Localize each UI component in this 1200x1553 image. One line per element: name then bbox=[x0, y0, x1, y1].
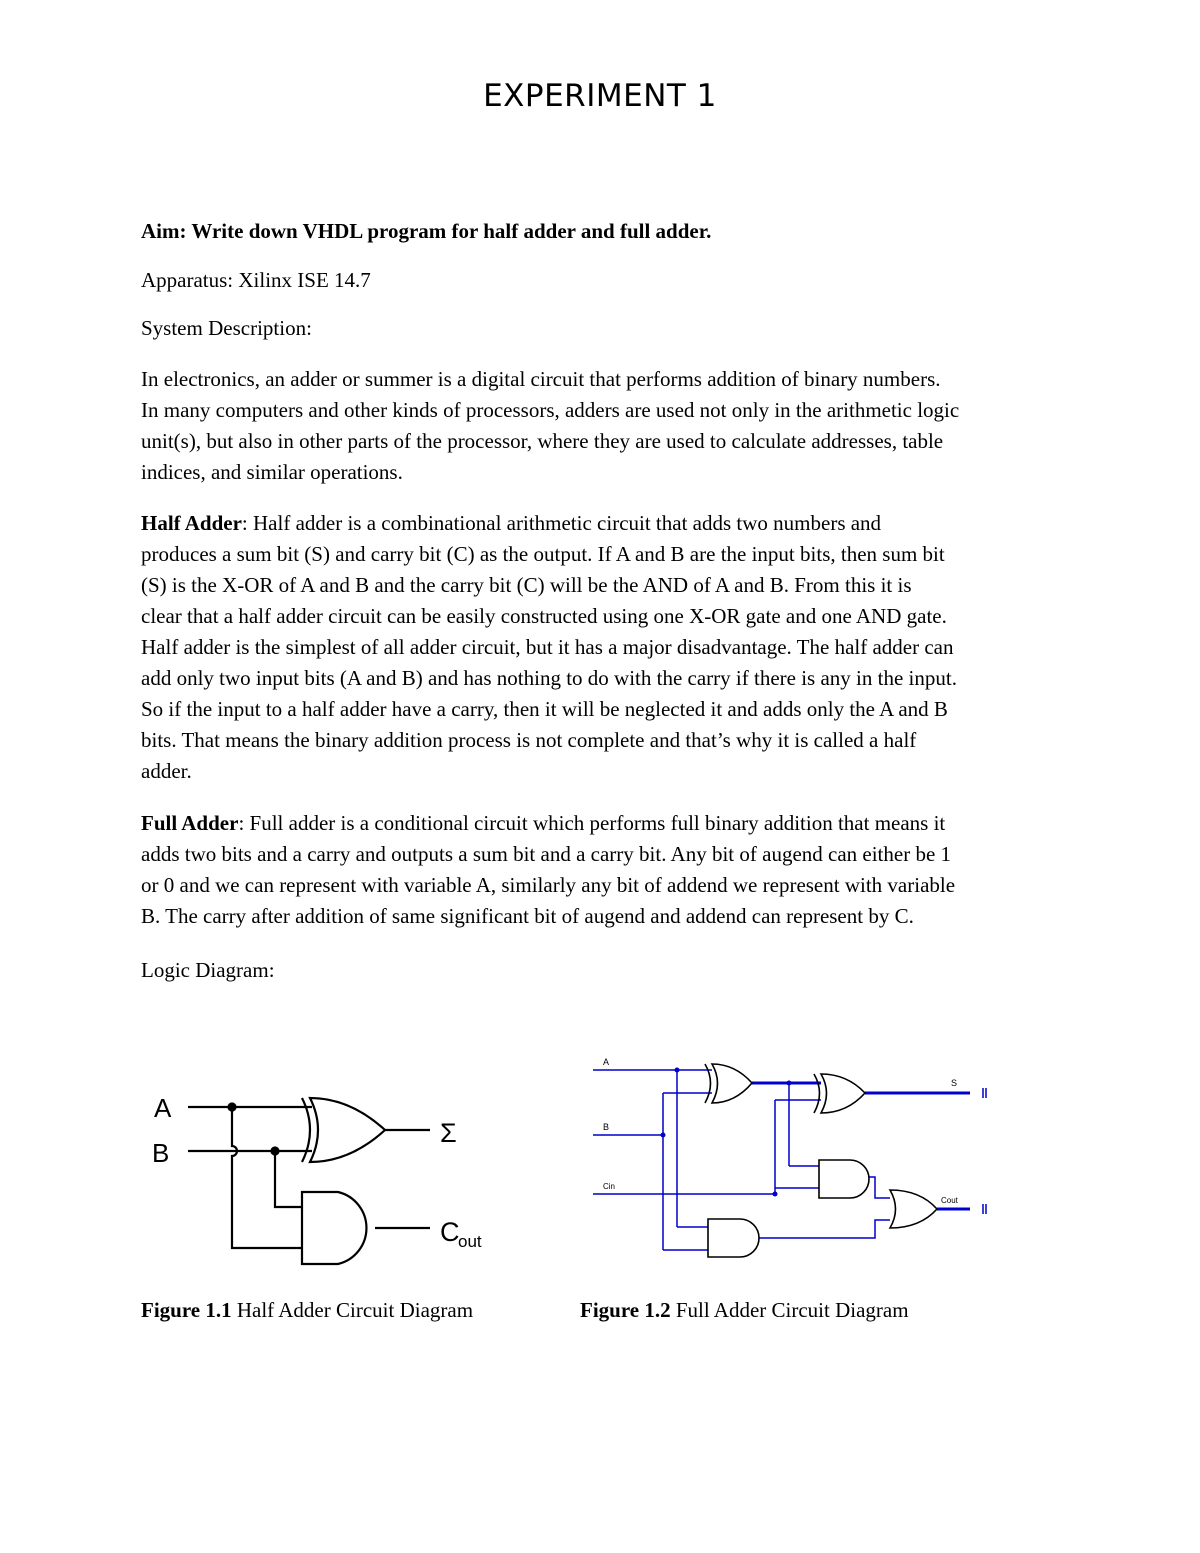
input-a-label: A bbox=[154, 1093, 172, 1123]
figure-1-1-caption: Figure 1.1 Half Adder Circuit Diagram bbox=[141, 1298, 474, 1322]
carry-label-sub: out bbox=[458, 1232, 482, 1251]
aim-line: Aim: Write down VHDL program for half adder and full adder. bbox=[141, 219, 712, 243]
and2-gate bbox=[708, 1219, 759, 1257]
half-adder-line: add only two input bits (A and B) and has nothing to do with the carry if there is any in the input. bbox=[141, 666, 957, 690]
figure-1-2-caption: Figure 1.2 Full Adder Circuit Diagram bbox=[580, 1298, 909, 1322]
half-adder-label: Half Adder bbox=[141, 511, 242, 535]
intro-line: indices, and similar operations. bbox=[141, 460, 403, 484]
input-cin-label: Cin bbox=[603, 1182, 616, 1191]
sum-label: Σ bbox=[440, 1118, 457, 1148]
apparatus-line: Apparatus: Xilinx ISE 14.7 bbox=[141, 268, 371, 292]
half-adder-line: Half Adder: Half adder is a combinational arithmetic circuit that adds two numbers and bbox=[141, 511, 882, 535]
half-adder-diagram bbox=[140, 1080, 520, 1270]
xor2-gate bbox=[821, 1074, 865, 1113]
half-adder-line: Half adder is the simplest of all adder circuit, but it has a major disadvantage. The half adder can bbox=[141, 635, 954, 659]
intro-line: unit(s), but also in other parts of the processor, where they are used to calculate addresses, table bbox=[141, 429, 944, 453]
carry-label: C bbox=[440, 1217, 460, 1247]
half-adder-paragraph bbox=[141, 508, 1071, 787]
xor1-gate bbox=[712, 1064, 752, 1103]
xor2-extra-curve bbox=[814, 1074, 820, 1113]
logic-diagram-heading: Logic Diagram: bbox=[141, 958, 275, 982]
full-adder-diagram bbox=[585, 1050, 1005, 1265]
intro-paragraph bbox=[141, 364, 1071, 488]
half-adder-line: produces a sum bit (S) and carry bit (C) as the output. If A and B are the input bits, then sum bit bbox=[141, 542, 945, 566]
half-adder-line: So if the input to a half adder have a carry, then it will be neglected it and adds only the A and B bbox=[141, 697, 948, 721]
sum-label: S bbox=[951, 1078, 958, 1088]
junction-xor1 bbox=[787, 1081, 792, 1086]
input-b-label: B bbox=[603, 1122, 610, 1132]
wire-b-to-and bbox=[275, 1151, 302, 1207]
carry-label: Cout bbox=[941, 1196, 958, 1205]
full-adder-line: Full Adder: Full adder is a conditional circuit which performs full binary addition that means it bbox=[141, 811, 946, 835]
full-adder-label: Full Adder bbox=[141, 811, 239, 835]
xor-gate bbox=[310, 1098, 385, 1162]
cout-output-pin bbox=[983, 1204, 986, 1214]
junction-a bbox=[675, 1068, 680, 1073]
junction-b bbox=[661, 1133, 666, 1138]
half-adder-line: bits. That means the binary addition process is not complete and that’s why it is called a half bbox=[141, 728, 917, 752]
full-adder-paragraph bbox=[141, 808, 1071, 932]
full-adder-line: adds two bits and a carry and outputs a sum bit and a carry bit. Any bit of augend can either be 1 bbox=[141, 842, 952, 866]
intro-line: In electronics, an adder or summer is a digital circuit that performs addition of binary numbers. bbox=[141, 367, 941, 391]
input-b-label: B bbox=[152, 1138, 170, 1168]
full-adder-line: B. The carry after addition of same significant bit of augend and addend can represent by C. bbox=[141, 904, 914, 928]
input-a-label: A bbox=[603, 1057, 610, 1067]
and-gate bbox=[302, 1192, 366, 1264]
page-title: EXPERIMENT 1 bbox=[483, 78, 717, 114]
system-description-heading: System Description: bbox=[141, 316, 312, 340]
sum-output-pin bbox=[983, 1088, 986, 1098]
intro-line: In many computers and other kinds of processors, adders are used not only in the arithmetic logic bbox=[141, 398, 960, 422]
half-adder-line: adder. bbox=[141, 759, 192, 783]
junction-cin bbox=[773, 1192, 778, 1197]
half-adder-line: clear that a half adder circuit can be easily constructed using one X-OR gate and one AND gate. bbox=[141, 604, 947, 628]
wire-and2-to-or bbox=[756, 1220, 890, 1238]
and1-gate bbox=[819, 1160, 869, 1198]
wire-a-to-and bbox=[232, 1107, 302, 1248]
full-adder-line: or 0 and we can represent with variable A, similarly any bit of addend we represent with variable bbox=[141, 873, 956, 897]
or-gate bbox=[890, 1190, 937, 1228]
half-adder-line: (S) is the X-OR of A and B and the carry bit (C) will be the AND of A and B. From this it is bbox=[141, 573, 912, 597]
